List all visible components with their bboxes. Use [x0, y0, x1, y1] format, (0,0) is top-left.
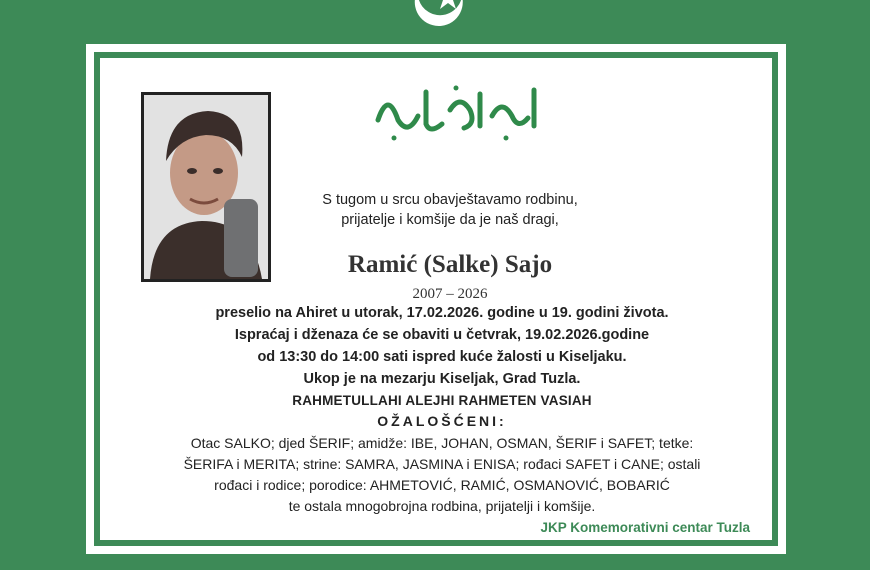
obituary-card	[86, 44, 786, 554]
funeral-time-location: od 13:30 do 14:00 sati ispred kuće žalosti u Kiseljaku.	[257, 349, 627, 365]
intro-line-2: prijatelje i komšije da je naš dragi,	[341, 212, 559, 228]
green-border	[94, 52, 778, 546]
crescent-star-icon	[408, 0, 472, 34]
deceased-name: Ramić (Salke) Sajo	[347, 251, 553, 278]
deceased-photo	[141, 92, 271, 282]
intro-line-1: S tugom u srcu obavještavamo rodbinu,	[322, 192, 578, 208]
family-line-4: te ostala mnogobrojna rodbina, prijatelji i komšije.	[288, 498, 596, 514]
family-line-3: rođaci i rodice; porodice: AHMETOVIĆ, RAMIĆ, OSMANOVIĆ, BOBARIĆ	[214, 477, 670, 493]
arabic-calligraphy	[368, 80, 548, 144]
family-line-1: Otac SALKO; djed ŠERIF; amidže: IBE, JOHAN, OSMAN, ŠERIF i SAFET; tetke:	[190, 435, 694, 451]
mourners-heading: OŽALOŠĆENI:	[377, 413, 507, 429]
burial-location: Ukop je na mezarju Kiseljak, Grad Tuzla.	[303, 371, 581, 387]
life-years: 2007 – 2026	[412, 286, 488, 302]
publisher-credit: JKP Komemorativni centar Tuzla	[540, 520, 750, 535]
prayer-line: RAHMETULLAHI ALEJHI RAHMETEN VASIAH	[292, 393, 592, 408]
death-announcement: preselio na Ahiret u utorak, 17.02.2026. godine u 19. godini života.	[215, 305, 669, 321]
funeral-details: Ispraćaj i dženaza će se obaviti u četvrak, 19.02.2026.godine	[234, 327, 650, 343]
family-line-2: ŠERIFA i MERITA; strine: SAMRA, JASMINA i ENISA; rođaci SAFET i CANE; ostali	[183, 456, 701, 472]
